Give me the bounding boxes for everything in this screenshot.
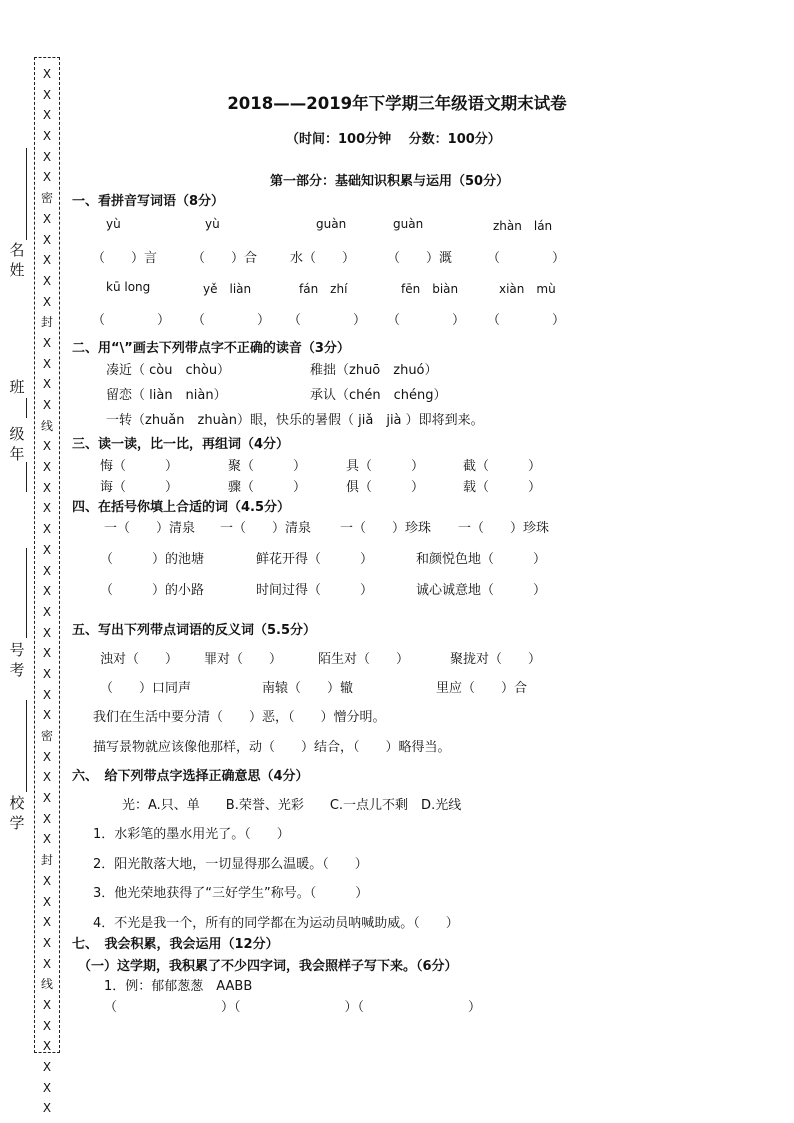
reading-sentence: 一转（zhuǎn zhuàn）眼，快乐的暑假（ jiǎ jià ）即将到来。 [106,413,484,428]
seal-mark: X [42,501,52,516]
q7-title: 七、 我会积累，我会运用（12分） [72,937,279,952]
fill-item[interactable]: 一（ ）珍珠 [458,521,550,536]
answer-blank[interactable]: （ ） [192,313,271,328]
pinyin: guàn [393,217,424,231]
seal-mark: 封 [40,853,53,868]
seal-mark: X [42,335,52,350]
q3-title: 三、读一读，比一比，再组词（4分） [72,437,290,452]
pinyin: fēn biàn [401,282,459,296]
q4-title: 四、在括号你填上合适的词（4.5分） [72,500,291,515]
q5-title: 五、写出下列带点词语的反义词（5.5分） [72,623,317,638]
compare-item[interactable]: 悔（ ） [100,459,179,474]
compare-item[interactable]: 聚（ ） [228,459,307,474]
fill-item[interactable]: 诚心诚意地（ ） [416,583,547,598]
answer-blank[interactable]: （ ） [487,251,566,266]
fill-item[interactable]: 鲜花开得（ ） [256,552,374,567]
meaning-options: 光：A.只、单 B.荣誉、光彩 C.一点儿不剩 D.光线 [122,798,462,813]
seal-mark: X [42,87,52,102]
seal-mark: X [42,791,52,806]
reading-item: 稚拙（zhuō zhuó） [310,363,438,378]
meaning-item[interactable]: 1．水彩笔的墨水用光了。（ ） [93,827,290,842]
school-field-line [26,700,27,792]
seal-mark: X [42,170,52,185]
class-label: 班 [9,378,25,396]
answer-blank[interactable]: （ ） [387,313,466,328]
antonym-item[interactable]: 罪对（ ） [204,652,283,667]
seal-mark: X [42,832,52,847]
q2-title: 二、用“\”画去下列带点字不正确的读音（3分） [72,341,350,356]
seal-mark: X [42,997,52,1012]
seal-mark: X [42,563,52,578]
pinyin: yù [205,217,220,231]
seal-mark: 线 [40,977,53,992]
seal-mark: X [42,398,52,412]
seal-mark: 密 [40,729,53,743]
number-label-char-1: 号 [9,641,25,659]
seal-mark: X [42,1018,52,1033]
pinyin: yě liàn [203,282,252,296]
seal-line-marks [36,64,58,1119]
seal-mark: X [42,1060,52,1074]
pinyin: zhàn lán [493,219,553,233]
seal-mark: X [42,377,52,392]
seal-mark: X [42,480,52,495]
seal-mark: X [42,211,52,226]
antonym-item[interactable]: （ ）口同声 [100,681,192,696]
reading-item: 留恋（ liàn niàn） [106,388,227,403]
seal-mark: X [42,894,52,909]
seal-mark: X [42,542,52,557]
seal-mark: X [42,108,52,123]
pinyin: kū long [106,280,151,294]
antonym-item[interactable]: 聚拢对（ ） [450,652,542,667]
answer-blank[interactable]: （ ） [288,313,367,328]
seal-mark: X [42,294,52,309]
answer-blank[interactable]: （ ）溉 [387,251,453,266]
fill-item[interactable]: （ ）的小路 [100,583,205,598]
antonym-sentence[interactable]: 描写景物就应该像他那样，动（ ）结合，（ ）略得当。 [93,740,451,755]
meaning-item[interactable]: 2．阳光散落大地，一切显得那么温暖。（ ） [93,857,368,872]
compare-item[interactable]: 具（ ） [346,459,425,474]
answer-blank[interactable]: （ ）言 [92,251,158,266]
seal-mark: X [42,129,52,144]
q6-title: 六、 给下列带点字选择正确意思（4分） [72,769,309,784]
seal-mark: X [42,522,52,537]
seal-mark: X [42,604,52,619]
name-field-line [26,148,27,240]
fill-item[interactable]: 和颜悦色地（ ） [416,552,547,567]
seal-mark: X [42,811,52,826]
number-label [9,640,25,680]
answer-blank[interactable]: （ ）合 [192,251,258,266]
seal-mark: X [42,1101,52,1116]
class-field-line [26,398,27,418]
fill-item[interactable]: 一（ ）清泉 [104,521,196,536]
seal-mark: X [42,749,52,764]
seal-mark: X [42,273,52,288]
reading-item: 承认（chén chéng） [310,388,447,403]
compare-item[interactable]: 截（ ） [463,459,542,474]
answer-blank[interactable]: （ ） [92,313,171,328]
antonym-item[interactable]: 陌生对（ ） [318,652,410,667]
meaning-item[interactable]: 4．不光是我一个，所有的同学都在为运动员呐喊助威。（ ） [93,916,459,931]
seal-mark: X [42,770,52,785]
seal-mark: X [42,253,52,268]
fill-item[interactable]: 一（ ）珍珠 [340,521,432,536]
seal-mark: X [42,1080,52,1095]
seal-mark: X [42,232,52,247]
seal-mark: X [42,356,52,371]
compare-item[interactable]: 俱（ ） [346,480,425,495]
school-label-char-2: 学 [9,814,25,832]
seal-mark: X [42,1039,52,1054]
seal-mark: 封 [40,315,53,330]
seal-mark: 线 [40,418,53,433]
seal-mark: X [42,439,52,454]
seal-mark: X [42,149,52,164]
part1-heading: 第一部分：基础知识积累与运用（50分） [270,174,510,189]
antonym-sentence[interactable]: 我们在生活中要分清（ ）恶，（ ）憎分明。 [93,710,386,725]
seal-mark: X [42,708,52,723]
name-label [9,240,25,280]
name-label-char-1: 名 [9,241,25,259]
seal-mark: X [42,460,52,475]
antonym-item[interactable]: 浊对（ ） [100,652,179,667]
school-label [9,793,25,833]
q7-sub1: （一）这学期，我积累了不少四字词，我会照样子写下来。（6分） [78,959,458,974]
antonym-item[interactable]: 里应（ ）合 [436,681,528,696]
seal-mark: 密 [40,191,53,206]
q7-blanks[interactable]: （ ）（ ）（ ） [104,1000,482,1015]
reading-item: 凑近（ còu chòu） [106,363,231,378]
seal-mark: X [42,67,52,81]
fill-item[interactable]: （ ）的池塘 [100,552,205,567]
grade-label-char-1: 级 [9,425,25,443]
seal-mark: X [42,625,52,640]
antonym-item[interactable]: 南辕（ ）辙 [262,681,354,696]
pinyin: guàn [316,217,347,231]
compare-item[interactable]: 载（ ） [463,480,542,495]
grade-field-line [26,462,27,492]
fill-item[interactable]: 一（ ）清泉 [220,521,312,536]
seal-mark: X [42,915,52,930]
exam-title: 2018——2019年下学期三年级语文期末试卷 [227,94,567,113]
compare-item[interactable]: 诲（ ） [100,480,179,495]
pinyin: yù [106,217,121,231]
grade-label-char-2: 年 [9,445,25,463]
answer-blank[interactable]: 水（ ） [290,251,356,266]
fill-item[interactable]: 时间过得（ ） [256,583,374,598]
q1-title: 一、看拼音写词语（8分） [72,194,225,209]
seal-mark: X [42,873,52,888]
exam-info: （时间：100分钟 分数：100分） [286,132,501,147]
seal-mark: X [42,935,52,950]
q7-example: 1．例：郁郁葱葱 AABB [104,979,253,994]
number-label-char-2: 考 [9,661,25,679]
number-field-line [26,548,27,638]
seal-mark: X [42,687,52,702]
seal-mark: X [42,666,52,681]
grade-label [9,424,25,464]
name-label-char-2: 姓 [9,261,25,279]
pinyin: fán zhí [299,282,348,296]
seal-mark: X [42,584,52,599]
meaning-item[interactable]: 3．他光荣地获得了“三好学生”称号。（ ） [93,886,369,901]
answer-blank[interactable]: （ ） [487,313,566,328]
seal-mark: X [42,956,52,971]
school-label-char-1: 校 [9,794,25,812]
seal-mark: X [42,646,52,661]
compare-item[interactable]: 骤（ ） [228,480,307,495]
pinyin: xiàn mù [499,282,556,296]
